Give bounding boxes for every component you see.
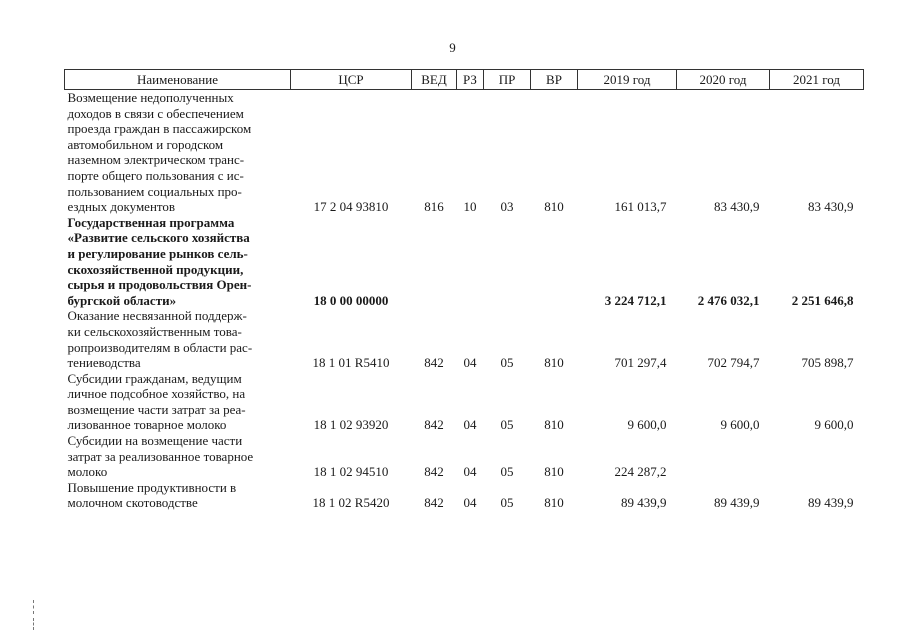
- row-vr: 810: [544, 199, 564, 215]
- header-vr: ВР: [531, 70, 578, 90]
- row-pr: 05: [500, 464, 514, 480]
- header-2019: 2019 год: [578, 70, 677, 90]
- row-pr: 03: [500, 199, 514, 215]
- margin-mark-lower: [33, 618, 34, 630]
- row-name: Оказание несвязанной поддерж- ки сельскохозяйственным това- ропроизводителям в области рас- тениеводства: [67, 308, 253, 371]
- row-2020: 89 439,9: [714, 495, 760, 511]
- row-rz: 04: [463, 464, 477, 480]
- table-row: [65, 480, 864, 511]
- row-ved: 842: [424, 464, 444, 480]
- table-header-row: [65, 70, 864, 90]
- row-ved: 842: [424, 355, 444, 371]
- margin-mark-upper: [33, 600, 34, 614]
- row-vr: [531, 215, 578, 309]
- row-csr: 18 1 02 94510: [313, 464, 389, 480]
- row-2021: 89 439,9: [808, 495, 854, 511]
- row-ved: 842: [424, 495, 444, 511]
- budget-table: [64, 69, 864, 511]
- header-name: Наименование: [65, 70, 291, 90]
- row-vr: 810: [544, 417, 564, 433]
- row-2019: 701 297,4: [614, 355, 667, 371]
- header-rz: РЗ: [457, 70, 484, 90]
- row-2021: 83 430,9: [808, 199, 854, 215]
- row-name: Субсидии на возмещение части затрат за реализованное товарное молоко: [67, 433, 254, 480]
- row-2020: 702 794,7: [707, 355, 760, 371]
- row-ved: [412, 215, 457, 309]
- row-2021: [770, 433, 864, 480]
- row-rz: 10: [463, 199, 477, 215]
- header-2020: 2020 год: [677, 70, 770, 90]
- row-csr: 18 1 02 93920: [313, 417, 389, 433]
- row-csr: 18 0 00 00000: [313, 292, 389, 308]
- row-2019: 161 013,7: [614, 199, 667, 215]
- row-name: Повышение продуктивности в молочном скотоводстве: [67, 479, 237, 511]
- row-pr: 05: [500, 495, 514, 511]
- row-rz: 04: [463, 355, 477, 371]
- table-row-program: [65, 215, 864, 309]
- row-2019: 224 287,2: [614, 464, 667, 480]
- row-name: Субсидии гражданам, ведущим личное подсобное хозяйство, на возмещение части затрат за реа- лизованное товарное молоко: [67, 370, 246, 433]
- row-csr: 18 1 01 R5410: [312, 355, 390, 371]
- row-2021: 2 251 646,8: [791, 292, 854, 308]
- table-row: [65, 308, 864, 370]
- row-ved: 842: [424, 417, 444, 433]
- row-csr: 17 2 04 93810: [313, 199, 389, 215]
- row-2020: 9 600,0: [720, 417, 760, 433]
- header-ved: ВЕД: [412, 70, 457, 90]
- row-vr: 810: [544, 495, 564, 511]
- row-pr: [484, 215, 531, 309]
- row-rz: [457, 215, 484, 309]
- row-pr: 05: [500, 355, 514, 371]
- row-pr: 05: [500, 417, 514, 433]
- row-2020: 2 476 032,1: [697, 292, 760, 308]
- row-2020: [677, 433, 770, 480]
- row-2020: 83 430,9: [714, 199, 760, 215]
- row-2021: 9 600,0: [814, 417, 854, 433]
- header-csr: ЦСР: [291, 70, 412, 90]
- row-2019: 89 439,9: [621, 495, 667, 511]
- header-pr: ПР: [484, 70, 531, 90]
- row-rz: 04: [463, 495, 477, 511]
- row-2019: 9 600,0: [627, 417, 667, 433]
- table-row: [65, 371, 864, 433]
- table-row: [65, 433, 864, 480]
- row-vr: 810: [544, 464, 564, 480]
- row-ved: 816: [424, 199, 444, 215]
- row-vr: 810: [544, 355, 564, 371]
- table-row: [65, 90, 864, 215]
- row-rz: 04: [463, 417, 477, 433]
- row-name: Государственная программа «Развитие сельского хозяйства и регулирование рынков сель- скохозяйственной продукции, сырья и продовольствия Орен- бургской области»: [67, 214, 252, 308]
- row-csr: 18 1 02 R5420: [312, 495, 390, 511]
- row-2021: 705 898,7: [801, 355, 854, 371]
- row-2019: 3 224 712,1: [604, 292, 667, 308]
- header-2021: 2021 год: [770, 70, 864, 90]
- row-name: Возмещение недополученных доходов в связи с обеспечением проезда граждан в пассажирском автомобильном и городском наземном электрическом транс- порте общего пользования с ис- пользованием социальных про- ездных документов: [67, 90, 252, 215]
- page-number: 9: [449, 40, 456, 55]
